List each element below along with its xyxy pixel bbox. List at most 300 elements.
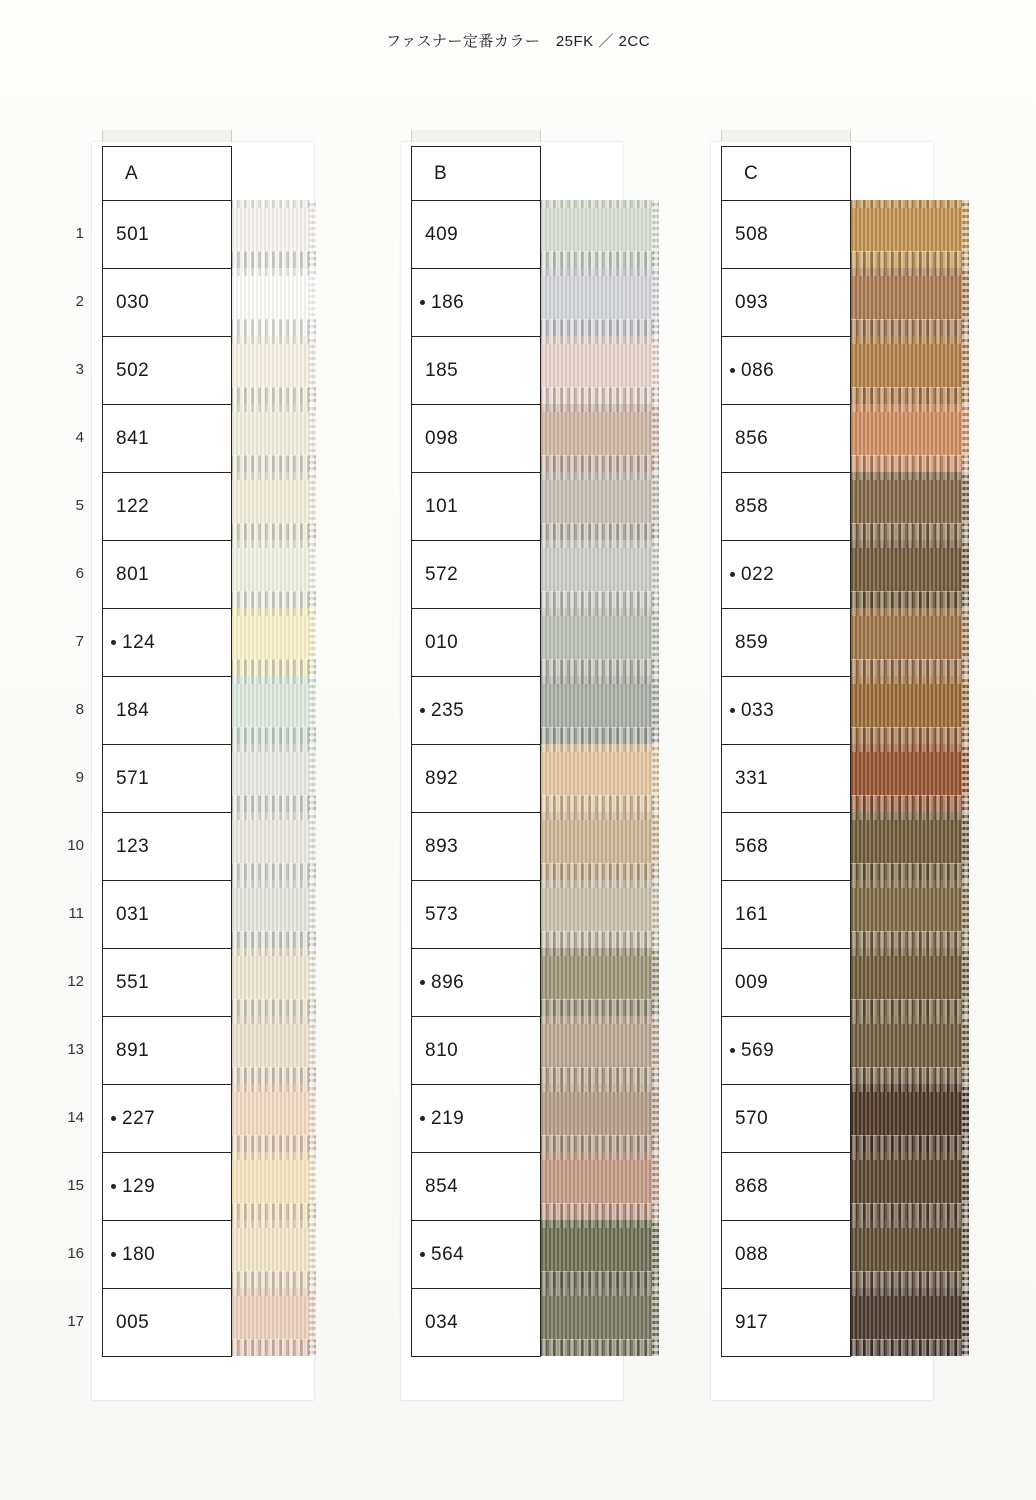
swatch-right-edge	[652, 1288, 659, 1356]
zipper-swatch	[849, 404, 969, 472]
color-code-cell	[722, 1153, 850, 1221]
color-code-cell	[412, 1017, 540, 1085]
swatch-top-edge	[230, 404, 316, 412]
swatch-top-edge	[849, 540, 969, 548]
swatch-right-edge	[962, 200, 969, 268]
swatch-top-edge	[849, 744, 969, 752]
zipper-swatch	[849, 268, 969, 336]
swatch-right-edge	[309, 948, 316, 1016]
swatch-right-edge	[962, 404, 969, 472]
bullet-dot-icon	[420, 300, 425, 305]
swatch-right-edge	[652, 540, 659, 608]
color-code-cell	[103, 745, 231, 813]
color-code-cell	[103, 1085, 231, 1153]
swatch-right-edge	[309, 404, 316, 472]
swatch-top-edge	[849, 472, 969, 480]
color-code-cell	[412, 201, 540, 269]
color-code-label: 568	[735, 835, 769, 857]
color-code-label: 022	[741, 563, 775, 585]
color-code-label: 892	[425, 767, 459, 789]
color-code-label: 235	[431, 699, 465, 721]
zipper-teeth	[849, 591, 969, 608]
color-code-label: 564	[431, 1243, 465, 1265]
color-code-label: 219	[431, 1107, 465, 1129]
swatch-top-edge	[849, 1152, 969, 1160]
zipper-swatch	[539, 1288, 659, 1356]
color-code-label: 502	[116, 359, 150, 381]
zipper-teeth	[539, 319, 659, 336]
color-code-label: 331	[735, 767, 769, 789]
color-code-cell	[103, 609, 231, 677]
zipper-teeth	[230, 1339, 316, 1356]
zipper-swatch	[539, 744, 659, 812]
color-code-label: 571	[116, 767, 150, 789]
color-code-label: 569	[741, 1039, 775, 1061]
zipper-teeth	[849, 999, 969, 1016]
color-code-cell	[722, 473, 850, 541]
swatch-right-edge	[962, 1152, 969, 1220]
row-number: 9	[75, 769, 84, 786]
bullet-dot-icon	[420, 1116, 425, 1121]
color-code-cell	[722, 269, 850, 337]
bullet-dot-icon	[420, 980, 425, 985]
zipper-teeth	[539, 1271, 659, 1288]
color-code-label: 010	[425, 631, 459, 653]
color-code-cell	[412, 337, 540, 405]
zipper-swatch	[849, 200, 969, 268]
row-number: 4	[75, 429, 84, 446]
color-code-label: 891	[116, 1039, 150, 1061]
swatch-right-edge	[309, 1288, 316, 1356]
zipper-swatch	[230, 472, 316, 540]
color-code-label: 801	[116, 563, 150, 585]
swatch-top-edge	[849, 1016, 969, 1024]
row-number: 10	[67, 837, 84, 854]
swatch-right-edge	[652, 948, 659, 1016]
row-number: 16	[67, 1245, 84, 1262]
column-header-a: A	[103, 147, 231, 201]
bullet-dot-icon	[111, 1184, 116, 1189]
zipper-teeth	[849, 1339, 969, 1356]
swatch-right-edge	[652, 268, 659, 336]
color-code-cell	[722, 745, 850, 813]
color-code-label: 123	[116, 835, 150, 857]
color-code-cell	[722, 813, 850, 881]
zipper-teeth	[230, 931, 316, 948]
zipper-swatch	[230, 268, 316, 336]
color-code-label: 180	[122, 1243, 156, 1265]
zipper-swatch	[539, 948, 659, 1016]
swatch-right-edge	[309, 540, 316, 608]
swatch-right-edge	[652, 880, 659, 948]
color-code-cell	[412, 405, 540, 473]
zipper-swatch	[849, 676, 969, 744]
zipper-teeth	[230, 659, 316, 676]
swatch-top-edge	[230, 540, 316, 548]
swatch-top-edge	[849, 948, 969, 956]
swatch-top-edge	[539, 200, 659, 208]
zipper-swatch	[539, 336, 659, 404]
zipper-teeth	[849, 1271, 969, 1288]
zipper-teeth	[539, 931, 659, 948]
swatch-top-edge	[230, 1220, 316, 1228]
swatch-top-edge	[539, 948, 659, 956]
color-code-label: 856	[735, 427, 769, 449]
zipper-swatch	[849, 744, 969, 812]
row-number: 5	[75, 497, 84, 514]
swatch-top-edge	[230, 948, 316, 956]
swatch-top-edge	[539, 540, 659, 548]
zipper-teeth	[539, 659, 659, 676]
swatch-stack-a	[230, 200, 316, 1356]
swatch-top-edge	[539, 880, 659, 888]
swatch-top-edge	[849, 608, 969, 616]
zipper-teeth	[230, 1203, 316, 1220]
swatch-top-edge	[230, 336, 316, 344]
color-code-cell	[103, 269, 231, 337]
swatch-right-edge	[652, 472, 659, 540]
zipper-swatch	[849, 1016, 969, 1084]
zipper-teeth	[539, 999, 659, 1016]
swatch-right-edge	[652, 812, 659, 880]
row-number: 2	[75, 293, 84, 310]
color-code-label: 093	[735, 291, 769, 313]
color-code-cell	[722, 201, 850, 269]
swatch-top-edge	[539, 744, 659, 752]
zipper-teeth	[230, 999, 316, 1016]
color-code-label: 501	[116, 223, 150, 245]
color-code-cell	[103, 1289, 231, 1357]
zipper-teeth	[539, 795, 659, 812]
swatch-top-edge	[230, 1016, 316, 1024]
color-code-label: 841	[116, 427, 150, 449]
zipper-swatch	[230, 608, 316, 676]
bullet-dot-icon	[420, 708, 425, 713]
zipper-teeth	[230, 251, 316, 268]
swatch-top-edge	[230, 812, 316, 820]
swatch-right-edge	[309, 608, 316, 676]
zipper-teeth	[230, 727, 316, 744]
swatch-top-edge	[539, 404, 659, 412]
zipper-swatch	[849, 336, 969, 404]
swatch-top-edge	[230, 1152, 316, 1160]
color-code-label: 858	[735, 495, 769, 517]
color-code-cell	[412, 1221, 540, 1289]
color-code-label: 893	[425, 835, 459, 857]
color-code-cell	[103, 541, 231, 609]
swatch-right-edge	[652, 1084, 659, 1152]
swatch-top-edge	[230, 268, 316, 276]
swatch-right-edge	[962, 1084, 969, 1152]
zipper-swatch	[539, 1152, 659, 1220]
zipper-swatch	[230, 676, 316, 744]
zipper-teeth	[849, 727, 969, 744]
zipper-swatch	[849, 880, 969, 948]
swatch-top-edge	[539, 1220, 659, 1228]
swatch-top-edge	[230, 880, 316, 888]
row-number: 12	[67, 973, 84, 990]
zipper-swatch	[230, 1016, 316, 1084]
zipper-teeth	[849, 1203, 969, 1220]
zipper-teeth	[230, 1067, 316, 1084]
swatch-right-edge	[962, 1288, 969, 1356]
zipper-swatch	[849, 1288, 969, 1356]
swatch-top-edge	[230, 744, 316, 752]
zipper-teeth	[849, 251, 969, 268]
zipper-swatch	[230, 540, 316, 608]
row-number: 8	[75, 701, 84, 718]
swatch-right-edge	[652, 744, 659, 812]
row-number: 6	[75, 565, 84, 582]
color-code-cell	[722, 1289, 850, 1357]
swatch-right-edge	[962, 472, 969, 540]
zipper-teeth	[230, 591, 316, 608]
swatch-stack-c	[849, 200, 969, 1356]
swatch-right-edge	[309, 268, 316, 336]
swatch-right-edge	[309, 676, 316, 744]
color-code-label: 005	[116, 1311, 150, 1333]
color-code-cell	[722, 1085, 850, 1153]
color-code-label: 161	[735, 903, 769, 925]
zipper-swatch	[849, 812, 969, 880]
color-code-label: 086	[741, 359, 775, 381]
color-code-label: 129	[122, 1175, 156, 1197]
color-code-label: 088	[735, 1243, 769, 1265]
swatch-right-edge	[309, 1220, 316, 1288]
zipper-teeth	[539, 1203, 659, 1220]
row-number: 14	[67, 1109, 84, 1126]
color-code-label: 508	[735, 223, 769, 245]
color-code-cell	[103, 473, 231, 541]
zipper-swatch	[539, 1084, 659, 1152]
color-code-cell	[412, 1289, 540, 1357]
zipper-teeth	[849, 523, 969, 540]
swatch-top-edge	[230, 200, 316, 208]
swatch-top-edge	[849, 336, 969, 344]
zipper-swatch	[849, 608, 969, 676]
zipper-swatch	[539, 1220, 659, 1288]
swatch-top-edge	[849, 268, 969, 276]
swatch-right-edge	[962, 812, 969, 880]
bullet-dot-icon	[730, 708, 735, 713]
bullet-dot-icon	[730, 572, 735, 577]
swatch-right-edge	[962, 744, 969, 812]
swatch-stack-b	[539, 200, 659, 1356]
color-code-label: 033	[741, 699, 775, 721]
row-number: 11	[68, 905, 84, 922]
color-code-label: 572	[425, 563, 459, 585]
swatch-top-edge	[539, 812, 659, 820]
zipper-teeth	[230, 863, 316, 880]
zipper-teeth	[230, 1271, 316, 1288]
swatch-top-edge	[539, 676, 659, 684]
color-code-cell	[412, 269, 540, 337]
swatch-right-edge	[652, 336, 659, 404]
color-code-cell	[412, 541, 540, 609]
row-number: 15	[67, 1177, 84, 1194]
color-code-cell	[722, 405, 850, 473]
color-code-cell	[722, 1221, 850, 1289]
zipper-teeth	[539, 1339, 659, 1356]
color-code-label: 551	[116, 971, 150, 993]
color-code-cell	[722, 541, 850, 609]
swatch-right-edge	[962, 336, 969, 404]
swatch-right-edge	[652, 676, 659, 744]
zipper-teeth	[539, 727, 659, 744]
swatch-top-edge	[849, 1084, 969, 1092]
page-title: ファスナー定番カラー 25FK ／ 2CC	[385, 33, 651, 50]
swatch-top-edge	[539, 1288, 659, 1296]
code-table-b	[411, 146, 541, 1357]
zipper-swatch	[230, 1288, 316, 1356]
row-number: 1	[75, 225, 84, 242]
zipper-swatch	[230, 948, 316, 1016]
bullet-dot-icon	[730, 368, 735, 373]
swatch-top-edge	[849, 812, 969, 820]
swatch-right-edge	[309, 336, 316, 404]
swatch-top-edge	[849, 880, 969, 888]
bullet-dot-icon	[111, 640, 116, 645]
row-number-list	[50, 200, 84, 1356]
color-code-cell	[103, 1221, 231, 1289]
swatch-right-edge	[652, 1152, 659, 1220]
swatch-top-edge	[230, 608, 316, 616]
zipper-swatch	[539, 812, 659, 880]
swatch-top-edge	[849, 676, 969, 684]
zipper-teeth	[539, 1135, 659, 1152]
zipper-swatch	[230, 880, 316, 948]
sheet-notch-bottom-c	[721, 130, 851, 140]
swatch-right-edge	[652, 608, 659, 676]
zipper-swatch	[539, 472, 659, 540]
zipper-swatch	[849, 1084, 969, 1152]
zipper-swatch	[539, 268, 659, 336]
color-code-label: 124	[122, 631, 156, 653]
zipper-teeth	[539, 251, 659, 268]
zipper-teeth	[539, 1067, 659, 1084]
zipper-swatch	[849, 540, 969, 608]
color-code-cell	[722, 609, 850, 677]
swatch-top-edge	[849, 404, 969, 412]
swatch-top-edge	[849, 200, 969, 208]
zipper-swatch	[539, 540, 659, 608]
color-code-cell	[722, 881, 850, 949]
color-code-label: 101	[425, 495, 459, 517]
color-code-cell	[103, 405, 231, 473]
zipper-teeth	[230, 319, 316, 336]
swatch-right-edge	[962, 540, 969, 608]
swatch-right-edge	[309, 812, 316, 880]
color-code-cell	[722, 677, 850, 745]
zipper-swatch	[230, 1084, 316, 1152]
column-header-c: C	[722, 147, 850, 201]
swatch-top-edge	[230, 1288, 316, 1296]
color-code-cell	[412, 745, 540, 813]
color-code-label: 409	[425, 223, 459, 245]
swatch-top-edge	[230, 472, 316, 480]
color-code-label: 098	[425, 427, 459, 449]
color-code-label: 854	[425, 1175, 459, 1197]
swatch-top-edge	[539, 336, 659, 344]
color-code-label: 573	[425, 903, 459, 925]
color-code-cell	[412, 813, 540, 881]
swatch-top-edge	[539, 1152, 659, 1160]
swatch-right-edge	[962, 1220, 969, 1288]
zipper-swatch	[539, 880, 659, 948]
bullet-dot-icon	[420, 1252, 425, 1257]
row-number: 13	[67, 1041, 84, 1058]
color-code-cell	[103, 1017, 231, 1085]
zipper-teeth	[849, 387, 969, 404]
color-code-cell	[103, 677, 231, 745]
color-code-label: 122	[116, 495, 150, 517]
color-code-cell	[103, 337, 231, 405]
color-code-cell	[412, 881, 540, 949]
color-code-label: 009	[735, 971, 769, 993]
swatch-right-edge	[962, 948, 969, 1016]
zipper-teeth	[230, 387, 316, 404]
zipper-teeth	[539, 523, 659, 540]
zipper-teeth	[849, 795, 969, 812]
row-number: 3	[75, 361, 84, 378]
swatch-top-edge	[539, 268, 659, 276]
color-code-cell	[412, 1085, 540, 1153]
sheet-notch-bottom-b	[411, 130, 541, 140]
color-code-label: 868	[735, 1175, 769, 1197]
swatch-right-edge	[652, 200, 659, 268]
column-header-b: B	[412, 147, 540, 201]
code-table-c	[721, 146, 851, 1357]
color-code-cell	[103, 881, 231, 949]
zipper-swatch	[230, 404, 316, 472]
color-code-cell	[103, 813, 231, 881]
color-code-cell	[412, 677, 540, 745]
color-code-cell	[103, 949, 231, 1017]
zipper-teeth	[849, 319, 969, 336]
color-code-cell	[722, 337, 850, 405]
color-code-cell	[412, 1153, 540, 1221]
swatch-right-edge	[962, 676, 969, 744]
color-code-cell	[103, 1153, 231, 1221]
swatch-right-edge	[962, 880, 969, 948]
color-code-label: 186	[431, 291, 465, 313]
swatch-right-edge	[309, 1016, 316, 1084]
zipper-teeth	[230, 455, 316, 472]
zipper-teeth	[849, 1135, 969, 1152]
swatch-top-edge	[849, 1220, 969, 1228]
zipper-teeth	[849, 1067, 969, 1084]
zipper-swatch	[230, 744, 316, 812]
zipper-teeth	[539, 455, 659, 472]
swatch-top-edge	[539, 1084, 659, 1092]
zipper-teeth	[539, 591, 659, 608]
color-code-cell	[722, 949, 850, 1017]
zipper-teeth	[849, 863, 969, 880]
color-code-label: 034	[425, 1311, 459, 1333]
row-number: 7	[75, 633, 84, 650]
zipper-swatch	[539, 200, 659, 268]
zipper-swatch	[539, 676, 659, 744]
swatch-top-edge	[230, 676, 316, 684]
swatch-right-edge	[962, 608, 969, 676]
swatch-right-edge	[652, 404, 659, 472]
zipper-swatch	[849, 1220, 969, 1288]
zipper-swatch	[849, 472, 969, 540]
zipper-teeth	[230, 523, 316, 540]
bullet-dot-icon	[111, 1116, 116, 1121]
color-code-label: 859	[735, 631, 769, 653]
zipper-swatch	[230, 1152, 316, 1220]
